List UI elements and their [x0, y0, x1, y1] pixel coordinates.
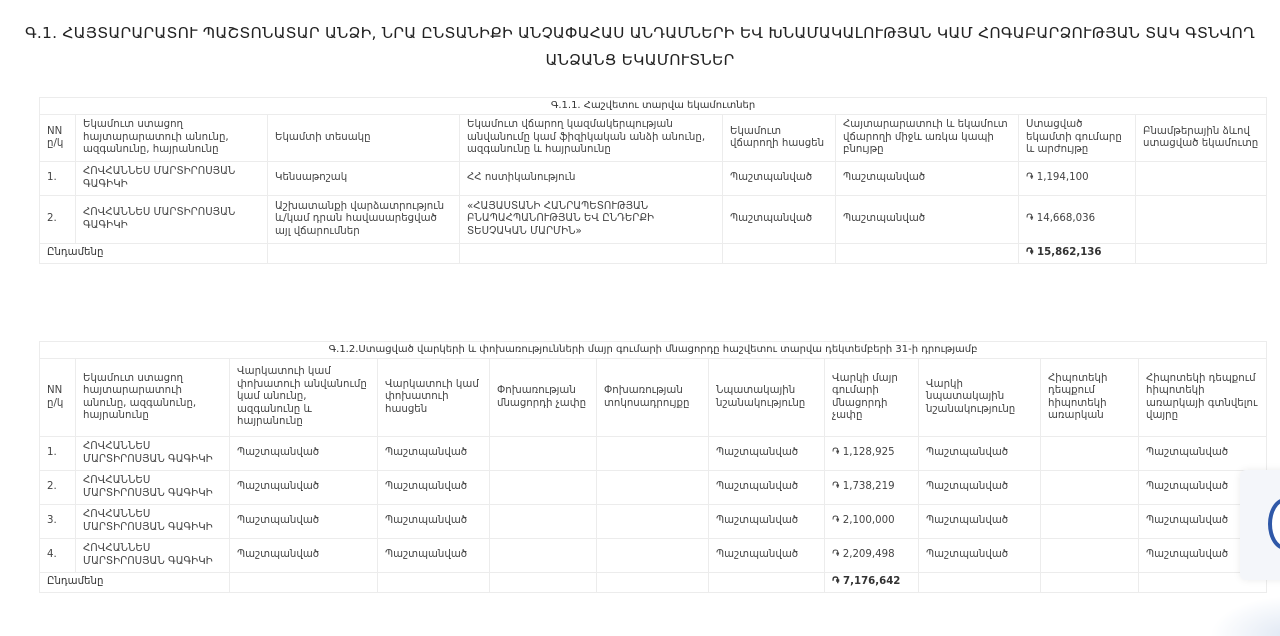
table-cell: Պաշտպանված	[378, 539, 490, 573]
loans-table-caption: Գ.1.2.Ստացված վարկերի և փոխառությունների մայր գումարի մնացորդը հաշվետու տարվա դեկտեմբերի 31-ի դրությամբ	[40, 342, 1267, 359]
loans-table-header-row	[40, 359, 1267, 437]
table-cell: ֏ 1,194,100	[1019, 162, 1136, 196]
header-cell: Եկամուտ ստացող հայտարարատուի անունը, ազգանունը, հայրանունը	[76, 359, 230, 437]
table-cell: Պաշտպանված	[1139, 539, 1267, 573]
table-cell: ՀՈՎՀԱՆՆԵՍ ՄԱՐՏԻՐՈՍՅԱՆ ԳԱԳԻԿԻ	[76, 196, 268, 244]
table-cell: ֏ 2,209,498	[825, 539, 919, 573]
header-cell: Ստացված եկամտի գումարը և արժույթը	[1019, 115, 1136, 162]
table-cell	[597, 437, 709, 471]
header-cell: NN ը/կ	[40, 359, 76, 437]
total-row	[40, 573, 1267, 593]
header-cell: Փոխառության մնացորդի չափը	[490, 359, 597, 437]
header-cell: Հայտարարատուի և եկամուտ վճարողի միջև առկա կապի բնույթը	[836, 115, 1019, 162]
table-cell: ՀՈՎՀԱՆՆԵՍ ՄԱՐՏԻՐՈՍՅԱՆ ԳԱԳԻԿԻ	[76, 539, 230, 573]
table-cell: Պաշտպանված	[919, 437, 1041, 471]
table-cell: «ՀԱՅԱՍՏԱՆԻ ՀԱՆՐԱՊԵՏՈՒԹՅԱՆ ԲՆԱՊԱՀՊԱՆՈՒԹՅԱՆ ԵՎ ԸՆԴԵՐՔԻ ՏԵՍՉԱԿԱՆ ՄԱՐՄԻՆ»	[460, 196, 723, 244]
table-cell: Պաշտպանված	[723, 162, 836, 196]
table-cell: Պաշտպանված	[230, 505, 378, 539]
table-row	[40, 162, 1267, 196]
table-cell	[723, 244, 836, 264]
table-cell: ֏ 1,738,219	[825, 471, 919, 505]
header-cell: Հիպոտեկի դեպքում հիպոտեկի առարկան	[1041, 359, 1139, 437]
table-cell: Պաշտպանված	[1139, 471, 1267, 505]
table-cell: ՀՈՎՀԱՆՆԵՍ ՄԱՐՏԻՐՈՍՅԱՆ ԳԱԳԻԿԻ	[76, 437, 230, 471]
header-cell: Բնամթերային ձևով ստացված եկամուտը	[1136, 115, 1267, 162]
table-cell	[597, 539, 709, 573]
total-value: ֏ 15,862,136	[1019, 244, 1136, 264]
table-cell	[1041, 505, 1139, 539]
table-cell	[1041, 573, 1139, 593]
total-value: ֏ 7,176,642	[825, 573, 919, 593]
table-cell	[836, 244, 1019, 264]
table-cell: ՀՀ ոստիկանություն	[460, 162, 723, 196]
table-cell	[1136, 244, 1267, 264]
header-cell: Եկամուտ վճարող կազմակերպության անվանումը կամ ֆիզիկական անձի անունը, ազգանունը և հայրանունը	[460, 115, 723, 162]
table-cell: Պաշտպանված	[919, 505, 1041, 539]
table-cell: Պաշտպանված	[1139, 505, 1267, 539]
table-cell: Կենսաթոշակ	[268, 162, 460, 196]
table-row	[40, 471, 1267, 505]
table-cell	[1136, 162, 1267, 196]
table-row	[40, 437, 1267, 471]
header-cell: Եկամուտ վճարողի հասցեն	[723, 115, 836, 162]
table-cell: Աշխատանքի վարձատրություն և/կամ դրան հավասարեցված այլ վճարումներ	[268, 196, 460, 244]
table-cell	[1041, 471, 1139, 505]
table-cell	[378, 573, 490, 593]
loans-table	[39, 341, 1267, 593]
income-table	[39, 97, 1267, 264]
header-cell: Փոխառության տոկոսադրույքը	[597, 359, 709, 437]
page-title-line-1: Գ.1. ՀԱՅՏԱՐԱՐԱՏՈՒ ՊԱՇՏՈՆԱՏԱՐ ԱՆՁԻ, ՆՐԱ ԸՆՏԱՆԻՔԻ ԱՆՉԱՓԱՀԱՍ ԱՆԴԱՄՆԵՐԻ ԵՎ ԽՆԱՄԱԿԱԼՈՒԹՅԱՆ ԿԱՄ ՀՈԳԱԲԱՐՁՈՒԹՅԱՆ ՏԱԿ ԳՏՆՎՈՂ	[25, 24, 1255, 42]
header-cell: Հիպոտեկի դեպքում հիպոտեկի առարկայի գտնվելու վայրը	[1139, 359, 1267, 437]
table-cell	[1136, 196, 1267, 244]
header-cell: Եկամտի տեսակը	[268, 115, 460, 162]
table-cell	[597, 471, 709, 505]
total-label: Ընդամենը	[40, 573, 230, 593]
table-cell	[460, 244, 723, 264]
table-cell: Պաշտպանված	[230, 539, 378, 573]
table-cell: Պաշտպանված	[709, 471, 825, 505]
table-cell: ՀՈՎՀԱՆՆԵՍ ՄԱՐՏԻՐՈՍՅԱՆ ԳԱԳԻԿԻ	[76, 471, 230, 505]
header-cell: Եկամուտ ստացող հայտարարատուի անունը, ազգանունը, հայրանունը	[76, 115, 268, 162]
page-title	[0, 20, 1280, 74]
table-cell: Պաշտպանված	[836, 196, 1019, 244]
table-cell: ֏ 1,128,925	[825, 437, 919, 471]
table-cell: ՀՈՎՀԱՆՆԵՍ ՄԱՐՏԻՐՈՍՅԱՆ ԳԱԳԻԿԻ	[76, 505, 230, 539]
table-cell: Պաշտպանված	[230, 471, 378, 505]
table-cell: Պաշտպանված	[836, 162, 1019, 196]
table-cell: Պաշտպանված	[919, 539, 1041, 573]
table-cell: 1.	[40, 162, 76, 196]
table-cell: Պաշտպանված	[723, 196, 836, 244]
table-cell: Պաշտպանված	[378, 437, 490, 471]
table-cell: Պաշտպանված	[919, 471, 1041, 505]
table-cell: Պաշտպանված	[378, 471, 490, 505]
total-label: Ընդամենը	[40, 244, 268, 264]
table-cell: ՀՈՎՀԱՆՆԵՍ ՄԱՐՏԻՐՈՍՅԱՆ ԳԱԳԻԿԻ	[76, 162, 268, 196]
table-cell: Պաշտպանված	[709, 539, 825, 573]
header-cell: Վարկատուի կամ փոխատուի հասցեն	[378, 359, 490, 437]
table-cell	[597, 505, 709, 539]
table-row	[40, 505, 1267, 539]
table-cell	[1041, 437, 1139, 471]
table-cell	[709, 573, 825, 593]
table-cell: ֏ 2,100,000	[825, 505, 919, 539]
table-cell	[597, 573, 709, 593]
table-cell	[490, 471, 597, 505]
table-cell: Պաշտպանված	[1139, 437, 1267, 471]
table-cell: Պաշտպանված	[709, 505, 825, 539]
table-cell	[490, 573, 597, 593]
header-cell: Վարկի մայր գումարի մնացորդի չափը	[825, 359, 919, 437]
table-cell	[919, 573, 1041, 593]
table-cell	[1041, 539, 1139, 573]
table-cell: 1.	[40, 437, 76, 471]
table-cell	[490, 437, 597, 471]
header-cell: Վարկի նպատակային նշանակությունը	[919, 359, 1041, 437]
table-cell: 4.	[40, 539, 76, 573]
table-cell: 2.	[40, 471, 76, 505]
table-cell: 3.	[40, 505, 76, 539]
table-cell	[268, 244, 460, 264]
table-cell: Պաշտպանված	[230, 437, 378, 471]
table-cell	[490, 505, 597, 539]
page-title-line-2: ԱՆՁԱՆՑ ԵԿԱՄՈՒՏՆԵՐ	[545, 51, 735, 69]
table-cell: Պաշտպանված	[709, 437, 825, 471]
header-cell: Վարկատուի կամ փոխատուի անվանումը կամ անունը, ազգանունը և հայրանունը	[230, 359, 378, 437]
table-cell: Պաշտպանված	[378, 505, 490, 539]
corner-decoration	[1210, 596, 1280, 636]
income-table-caption: Գ.1.1. Հաշվետու տարվա եկամուտներ	[40, 98, 1267, 115]
total-row	[40, 244, 1267, 264]
table-row	[40, 196, 1267, 244]
header-cell: Նպատակային նշանակությունը	[709, 359, 825, 437]
table-cell: 2.	[40, 196, 76, 244]
table-cell	[490, 539, 597, 573]
table-cell	[230, 573, 378, 593]
income-table-header-row	[40, 115, 1267, 162]
table-cell: ֏ 14,668,036	[1019, 196, 1136, 244]
table-row	[40, 539, 1267, 573]
header-cell: NN ը/կ	[40, 115, 76, 162]
